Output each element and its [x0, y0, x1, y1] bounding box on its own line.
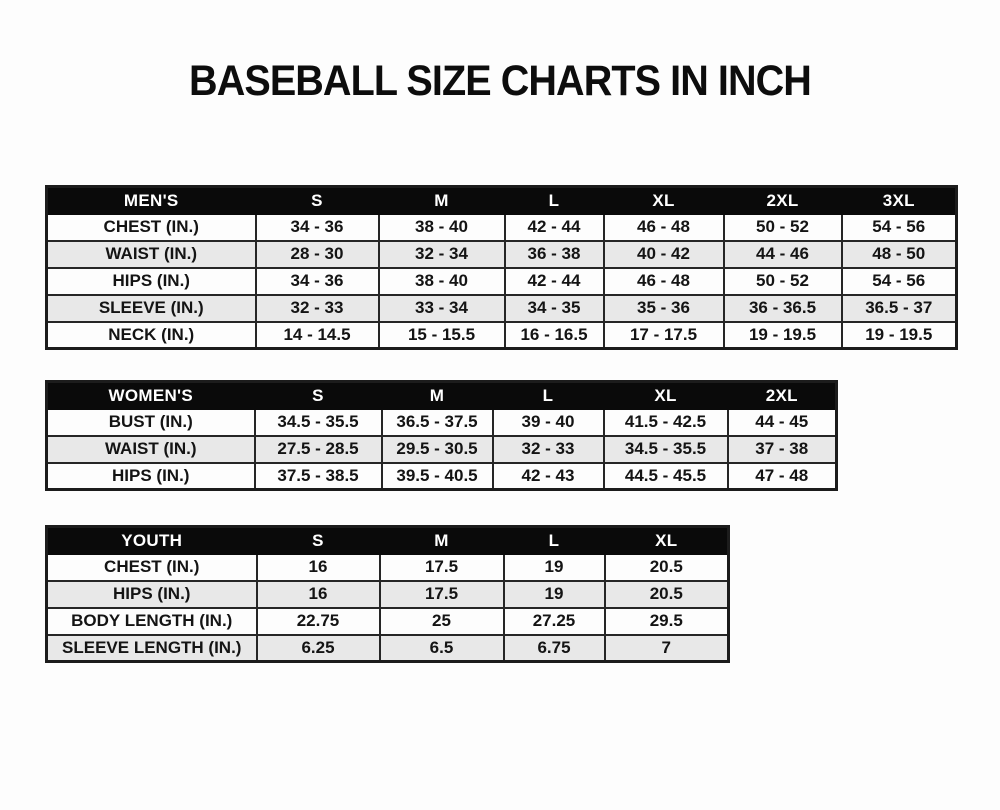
- size-col-header-m: M: [380, 527, 504, 554]
- size-value-cell: 16 - 16.5: [505, 322, 604, 349]
- row-label: HIPS (IN.): [47, 268, 256, 295]
- row-label: CHEST (IN.): [47, 554, 257, 581]
- size-value-cell: 36 - 36.5: [724, 295, 842, 322]
- row-label: BUST (IN.): [47, 409, 255, 436]
- womens-header-row: [47, 382, 837, 409]
- size-col-header-3xl: 3XL: [842, 187, 957, 214]
- row-label: WAIST (IN.): [47, 436, 255, 463]
- row-label: NECK (IN.): [47, 322, 256, 349]
- size-col-header-xl: XL: [604, 187, 724, 214]
- table-row-sleeve: [47, 295, 957, 322]
- size-value-cell: 42 - 44: [505, 268, 604, 295]
- table-row-bust: [47, 409, 837, 436]
- row-label: WAIST (IN.): [47, 241, 256, 268]
- size-col-header-m: M: [382, 382, 493, 409]
- womens-size-table: [45, 380, 838, 491]
- size-value-cell: 42 - 44: [505, 214, 604, 241]
- size-value-cell: 36.5 - 37: [842, 295, 957, 322]
- table-row-hips: [47, 581, 729, 608]
- size-value-cell: 16: [257, 581, 380, 608]
- size-col-header-l: L: [493, 382, 604, 409]
- size-value-cell: 46 - 48: [604, 268, 724, 295]
- size-value-cell: 14 - 14.5: [256, 322, 379, 349]
- size-value-cell: 46 - 48: [604, 214, 724, 241]
- size-value-cell: 32 - 33: [493, 436, 604, 463]
- size-chart-page: [0, 58, 1000, 810]
- size-col-header-xl: XL: [605, 527, 729, 554]
- size-value-cell: 34 - 36: [256, 214, 379, 241]
- size-col-header-2xl: 2XL: [728, 382, 837, 409]
- size-value-cell: 42 - 43: [493, 463, 604, 490]
- size-value-cell: 34.5 - 35.5: [255, 409, 382, 436]
- size-value-cell: 34 - 36: [256, 268, 379, 295]
- size-value-cell: 37.5 - 38.5: [255, 463, 382, 490]
- size-value-cell: 33 - 34: [379, 295, 505, 322]
- size-value-cell: 16: [257, 554, 380, 581]
- size-col-header-s: S: [257, 527, 380, 554]
- size-value-cell: 6.5: [380, 635, 504, 662]
- size-col-header-2xl: 2XL: [724, 187, 842, 214]
- youth-header-row: [47, 527, 729, 554]
- size-value-cell: 6.25: [257, 635, 380, 662]
- size-value-cell: 6.75: [504, 635, 605, 662]
- youth-size-table: [45, 525, 730, 663]
- size-col-header-l: L: [505, 187, 604, 214]
- row-label: SLEEVE (IN.): [47, 295, 256, 322]
- size-value-cell: 41.5 - 42.5: [604, 409, 728, 436]
- womens-table-title: WOMEN'S: [47, 382, 255, 409]
- mens-size-table: [45, 185, 958, 350]
- table-row-waist: [47, 436, 837, 463]
- size-value-cell: 32 - 33: [256, 295, 379, 322]
- mens-header-row: [47, 187, 957, 214]
- size-value-cell: 19 - 19.5: [842, 322, 957, 349]
- size-value-cell: 20.5: [605, 554, 729, 581]
- size-value-cell: 19: [504, 554, 605, 581]
- size-value-cell: 35 - 36: [604, 295, 724, 322]
- size-value-cell: 48 - 50: [842, 241, 957, 268]
- size-value-cell: 44 - 45: [728, 409, 837, 436]
- size-value-cell: 34.5 - 35.5: [604, 436, 728, 463]
- size-value-cell: 17.5: [380, 581, 504, 608]
- size-value-cell: 28 - 30: [256, 241, 379, 268]
- size-value-cell: 19 - 19.5: [724, 322, 842, 349]
- page-title: BASEBALL SIZE CHARTS IN INCH: [189, 57, 811, 105]
- size-value-cell: 36 - 38: [505, 241, 604, 268]
- size-value-cell: 20.5: [605, 581, 729, 608]
- table-row-body-length: [47, 608, 729, 635]
- size-value-cell: 29.5 - 30.5: [382, 436, 493, 463]
- row-label: HIPS (IN.): [47, 581, 257, 608]
- size-value-cell: 40 - 42: [604, 241, 724, 268]
- size-value-cell: 54 - 56: [842, 214, 957, 241]
- size-value-cell: 37 - 38: [728, 436, 837, 463]
- size-value-cell: 50 - 52: [724, 268, 842, 295]
- size-value-cell: 27.25: [504, 608, 605, 635]
- size-value-cell: 29.5: [605, 608, 729, 635]
- size-value-cell: 39.5 - 40.5: [382, 463, 493, 490]
- mens-table-title: MEN'S: [47, 187, 256, 214]
- size-col-header-xl: XL: [604, 382, 728, 409]
- table-row-hips: [47, 268, 957, 295]
- size-value-cell: 38 - 40: [379, 268, 505, 295]
- size-value-cell: 50 - 52: [724, 214, 842, 241]
- size-value-cell: 54 - 56: [842, 268, 957, 295]
- size-value-cell: 32 - 34: [379, 241, 505, 268]
- size-col-header-s: S: [256, 187, 379, 214]
- size-value-cell: 17.5: [380, 554, 504, 581]
- size-value-cell: 39 - 40: [493, 409, 604, 436]
- row-label: BODY LENGTH (IN.): [47, 608, 257, 635]
- size-value-cell: 17 - 17.5: [604, 322, 724, 349]
- table-row-sleeve-length: [47, 635, 729, 662]
- size-value-cell: 38 - 40: [379, 214, 505, 241]
- size-value-cell: 44 - 46: [724, 241, 842, 268]
- table-row-waist: [47, 241, 957, 268]
- size-value-cell: 34 - 35: [505, 295, 604, 322]
- row-label: CHEST (IN.): [47, 214, 256, 241]
- size-value-cell: 47 - 48: [728, 463, 837, 490]
- table-row-hips: [47, 463, 837, 490]
- size-value-cell: 25: [380, 608, 504, 635]
- row-label: SLEEVE LENGTH (IN.): [47, 635, 257, 662]
- row-label: HIPS (IN.): [47, 463, 255, 490]
- table-row-neck: [47, 322, 957, 349]
- size-value-cell: 15 - 15.5: [379, 322, 505, 349]
- size-value-cell: 19: [504, 581, 605, 608]
- size-col-header-m: M: [379, 187, 505, 214]
- size-value-cell: 27.5 - 28.5: [255, 436, 382, 463]
- size-value-cell: 7: [605, 635, 729, 662]
- size-value-cell: 36.5 - 37.5: [382, 409, 493, 436]
- size-value-cell: 22.75: [257, 608, 380, 635]
- table-row-chest: [47, 214, 957, 241]
- size-col-header-l: L: [504, 527, 605, 554]
- table-row-chest: [47, 554, 729, 581]
- youth-table-title: YOUTH: [47, 527, 257, 554]
- size-col-header-s: S: [255, 382, 382, 409]
- size-value-cell: 44.5 - 45.5: [604, 463, 728, 490]
